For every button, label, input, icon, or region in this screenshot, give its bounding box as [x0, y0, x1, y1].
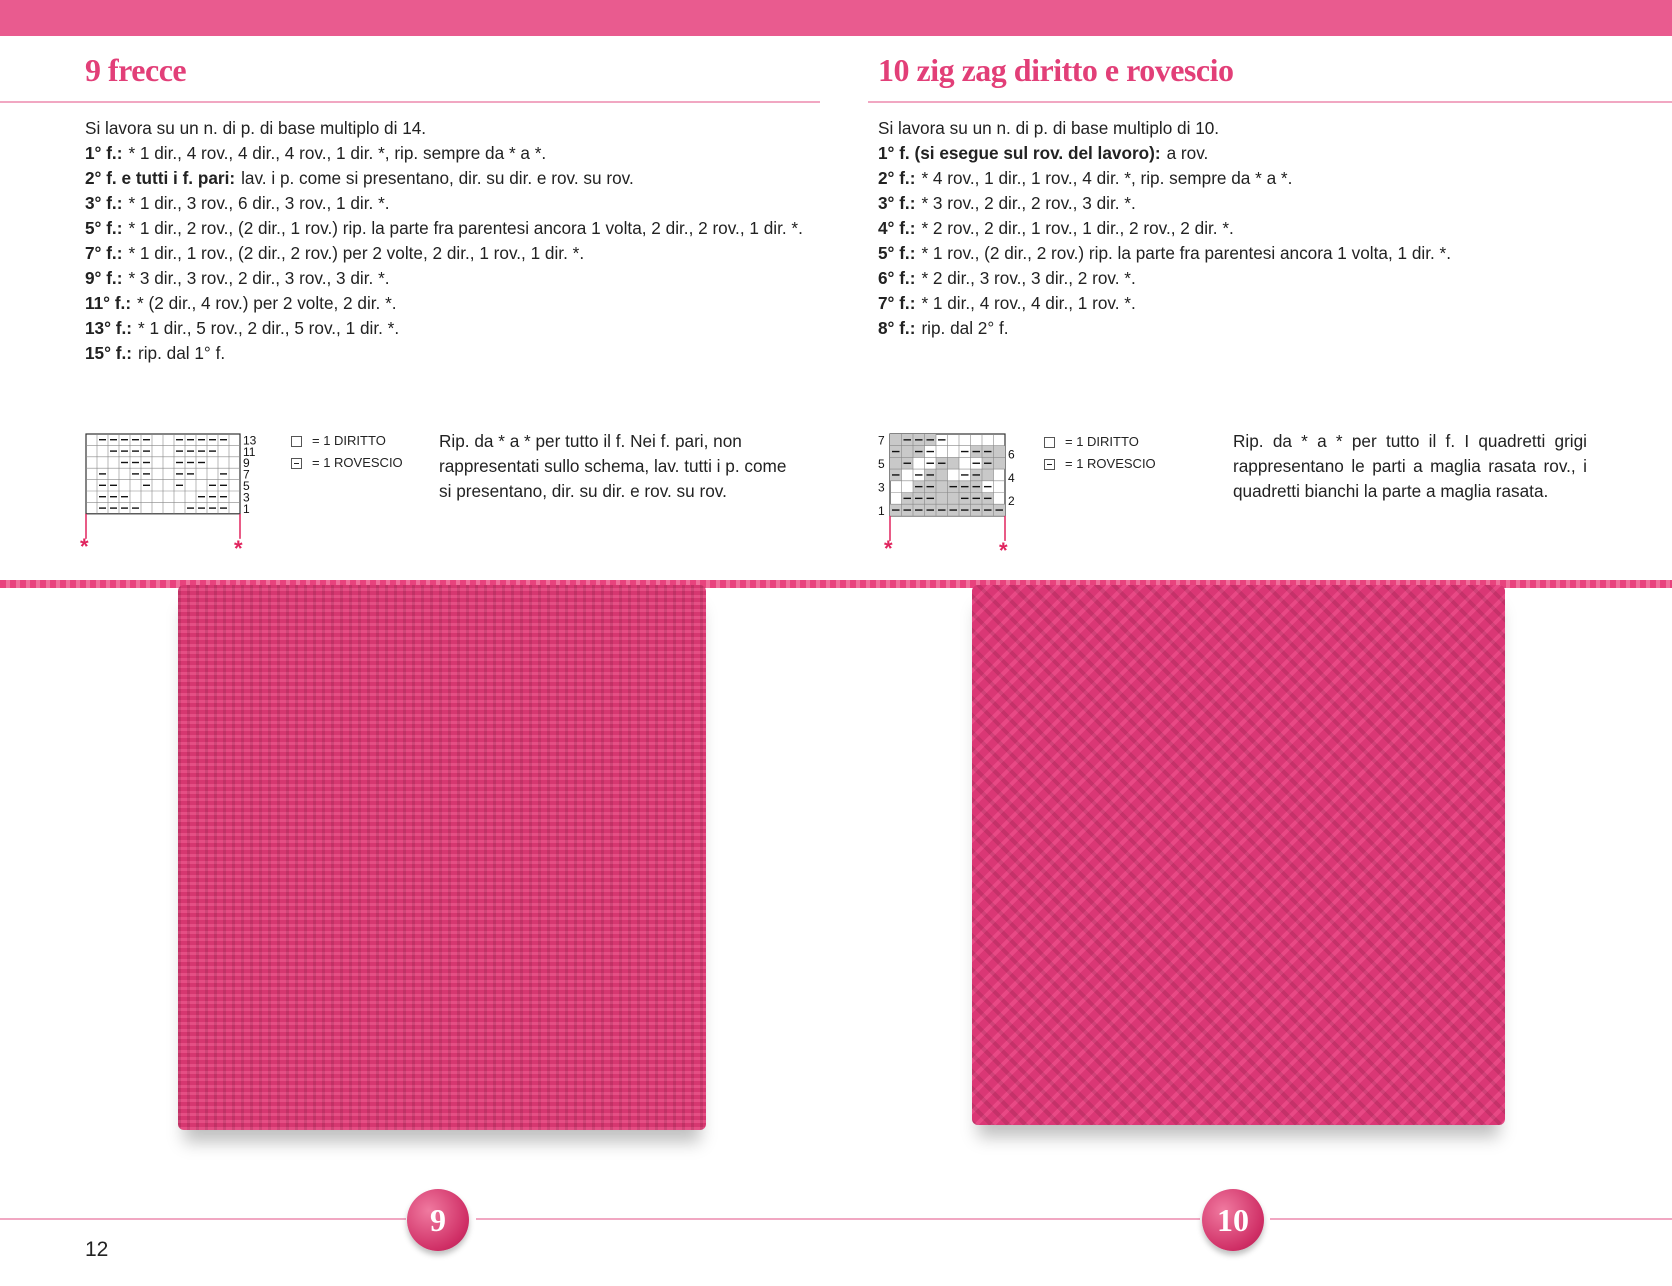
reverse-stockinette-cell [982, 469, 994, 481]
legend-item-rovescio [1044, 453, 1156, 475]
reverse-stockinette-cell [994, 457, 1006, 469]
chart-row-number: 1 [878, 503, 885, 518]
row-label: 2° f. e tutti i f. pari: [85, 168, 236, 188]
chart-row-number: 7 [878, 433, 885, 448]
bottom-rule [0, 1218, 406, 1220]
chart-note-10: Rip. da * a * per tutto il f. I quadretti grigi rappresentano le parti a maglia rasata rov., i quadretti bianchi la parte a maglia rasata. [1233, 431, 1587, 501]
chart-row-number: 7 [243, 467, 250, 482]
instruction-row [85, 266, 805, 291]
row-label: 13° f.: [85, 318, 132, 338]
minus-square-icon [291, 458, 302, 469]
chart-row-number: 9 [243, 456, 250, 471]
bottom-rule [476, 1218, 1200, 1220]
chart-row-number: 5 [878, 457, 885, 472]
page-number: 12 [85, 1238, 109, 1261]
row-instruction: * 1 dir., 2 rov., (2 dir., 1 rov.) rip. la parte fra parentesi ancora 1 volta, 2 dir., 2 rov., 1 dir. *. [128, 218, 803, 238]
reverse-stockinette-cell [890, 457, 902, 469]
row-instruction: * 1 dir., 4 rov., 4 dir., 4 rov., 1 dir. *, rip. sempre da * a *. [128, 143, 547, 163]
row-label: 2° f.: [878, 168, 916, 188]
instruction-row [85, 216, 805, 241]
instruction-row [85, 141, 805, 166]
title-rule-right [868, 101, 1672, 103]
row-label: 9° f.: [85, 268, 123, 288]
instruction-row [878, 241, 1598, 266]
pattern-title-10: 10 zig zag diritto e rovescio [878, 52, 1234, 88]
instruction-row [85, 241, 805, 266]
chart-note-9: Rip. da * a * per tutto il f. Nei f. pari, non rappresentati sullo schema, lav. tutti i p. come si presentano, dir. su dir. e rov. su rov. [439, 431, 787, 501]
instruction-row [85, 166, 805, 191]
reverse-stockinette-cell [994, 446, 1006, 458]
row-label: 8° f.: [878, 318, 916, 338]
reverse-stockinette-cell [936, 493, 948, 505]
row-instruction: * 4 rov., 1 dir., 1 rov., 4 dir. *, rip. sempre da * a *. [921, 168, 1293, 188]
minus-square-icon [1044, 459, 1055, 470]
row-label: 7° f.: [878, 293, 916, 313]
instructions-10 [878, 116, 1598, 341]
row-instruction: rip. dal 2° f. [921, 318, 1009, 338]
pattern-title-9: 9 frecce [85, 52, 187, 88]
row-label: 4° f.: [878, 218, 916, 238]
row-instruction: * 3 dir., 3 rov., 2 dir., 3 rov., 3 dir. *. [128, 268, 390, 288]
row-instruction: * (2 dir., 4 rov.) per 2 volte, 2 dir. *. [137, 293, 397, 313]
legend-label: = 1 ROVESCIO [312, 455, 403, 470]
knit-swatch-photo-10 [972, 585, 1505, 1125]
instruction-row [878, 141, 1598, 166]
row-label: 1° f.: [85, 143, 123, 163]
legend-label: = 1 ROVESCIO [1065, 456, 1156, 471]
knit-swatch-photo-9 [178, 585, 706, 1130]
row-label: 5° f.: [878, 243, 916, 263]
asterisk-marker: * [80, 533, 89, 559]
instructions-9 [85, 116, 805, 366]
chart-row-number: 4 [1008, 470, 1015, 485]
row-instruction: * 1 dir., 1 rov., (2 dir., 2 rov.) per 2 volte, 2 dir., 1 rov., 1 dir. *. [128, 243, 585, 263]
instruction-row [85, 191, 805, 216]
instruction-row [878, 316, 1598, 341]
legend-10 [1044, 431, 1156, 475]
instruction-row [878, 166, 1598, 191]
instruction-rows [878, 141, 1598, 341]
row-instruction: a rov. [1166, 143, 1209, 163]
row-label: 3° f.: [85, 193, 123, 213]
chart-row-number: 2 [1008, 494, 1015, 509]
stitch-chart-10 [876, 432, 1036, 563]
reverse-stockinette-cell [902, 446, 914, 458]
stitch-chart-9 [80, 432, 284, 561]
instruction-row [85, 291, 805, 316]
reverse-stockinette-cell [890, 434, 902, 446]
row-instruction: * 1 dir., 4 rov., 4 dir., 1 rov. *. [921, 293, 1136, 313]
yarn-ball-badge-9: 9 [407, 1189, 469, 1251]
chart-row-number: 11 [243, 444, 256, 459]
instruction-row [878, 266, 1598, 291]
reverse-stockinette-cell [936, 469, 948, 481]
asterisk-marker: * [999, 537, 1008, 563]
asterisk-marker: * [884, 535, 893, 561]
row-instruction: rip. dal 1° f. [138, 343, 226, 363]
yarn-ball-badge-10: 10 [1202, 1189, 1264, 1251]
instruction-row [878, 191, 1598, 216]
chart-row-number: 6 [1008, 447, 1015, 462]
row-instruction: * 3 rov., 2 dir., 2 rov., 3 dir. *. [921, 193, 1136, 213]
row-instruction: lav. i p. come si presentano, dir. su dir. e rov. su rov. [241, 168, 634, 188]
row-instruction: * 1 rov., (2 dir., 2 rov.) rip. la parte fra parentesi ancora 1 volta, 1 dir. *. [921, 243, 1451, 263]
row-label: 15° f.: [85, 343, 132, 363]
reverse-stockinette-cell [948, 493, 960, 505]
left-title-block [85, 52, 805, 89]
empty-square-icon [291, 436, 302, 447]
intro-text: Si lavora su un n. di p. di base multiplo di 10. [878, 118, 1220, 138]
row-label: 1° f. (si esegue sul rov. del lavoro): [878, 143, 1161, 163]
legend-item-diritto [291, 430, 403, 452]
row-instruction: * 1 dir., 5 rov., 2 dir., 5 rov., 1 dir. *. [138, 318, 400, 338]
bottom-rule [1270, 1218, 1672, 1220]
instruction-row [878, 291, 1598, 316]
empty-square-icon [1044, 437, 1055, 448]
chart-row-number: 5 [243, 479, 250, 493]
chart-row-number: 1 [243, 501, 250, 516]
chart-row-number: 3 [878, 480, 885, 495]
instruction-row [878, 216, 1598, 241]
row-label: 5° f.: [85, 218, 123, 238]
row-label: 6° f.: [878, 268, 916, 288]
row-instruction: * 2 rov., 2 dir., 1 rov., 1 dir., 2 rov., 2 dir. *. [921, 218, 1234, 238]
legend-item-diritto [1044, 431, 1156, 453]
top-color-bar [0, 0, 1672, 36]
right-title-block [878, 52, 1598, 89]
legend-item-rovescio [291, 452, 403, 474]
row-instruction: * 1 dir., 3 rov., 6 dir., 3 rov., 1 dir. *. [128, 193, 390, 213]
row-label: 7° f.: [85, 243, 123, 263]
instruction-row [85, 341, 805, 366]
row-instruction: * 2 dir., 3 rov., 3 dir., 2 rov. *. [921, 268, 1136, 288]
instruction-rows [85, 141, 805, 366]
row-label: 11° f.: [85, 293, 132, 313]
chart-row-number: 3 [243, 490, 250, 505]
reverse-stockinette-cell [948, 457, 960, 469]
reverse-stockinette-cell [936, 481, 948, 493]
legend-label: = 1 DIRITTO [312, 433, 386, 448]
legend-label: = 1 DIRITTO [1065, 434, 1139, 449]
instruction-row [85, 316, 805, 341]
asterisk-marker: * [234, 535, 243, 561]
row-label: 3° f.: [878, 193, 916, 213]
intro-text: Si lavora su un n. di p. di base multiplo di 14. [85, 118, 427, 138]
title-rule-left [0, 101, 820, 103]
legend-9 [291, 430, 403, 474]
chart-row-number: 13 [243, 433, 257, 448]
